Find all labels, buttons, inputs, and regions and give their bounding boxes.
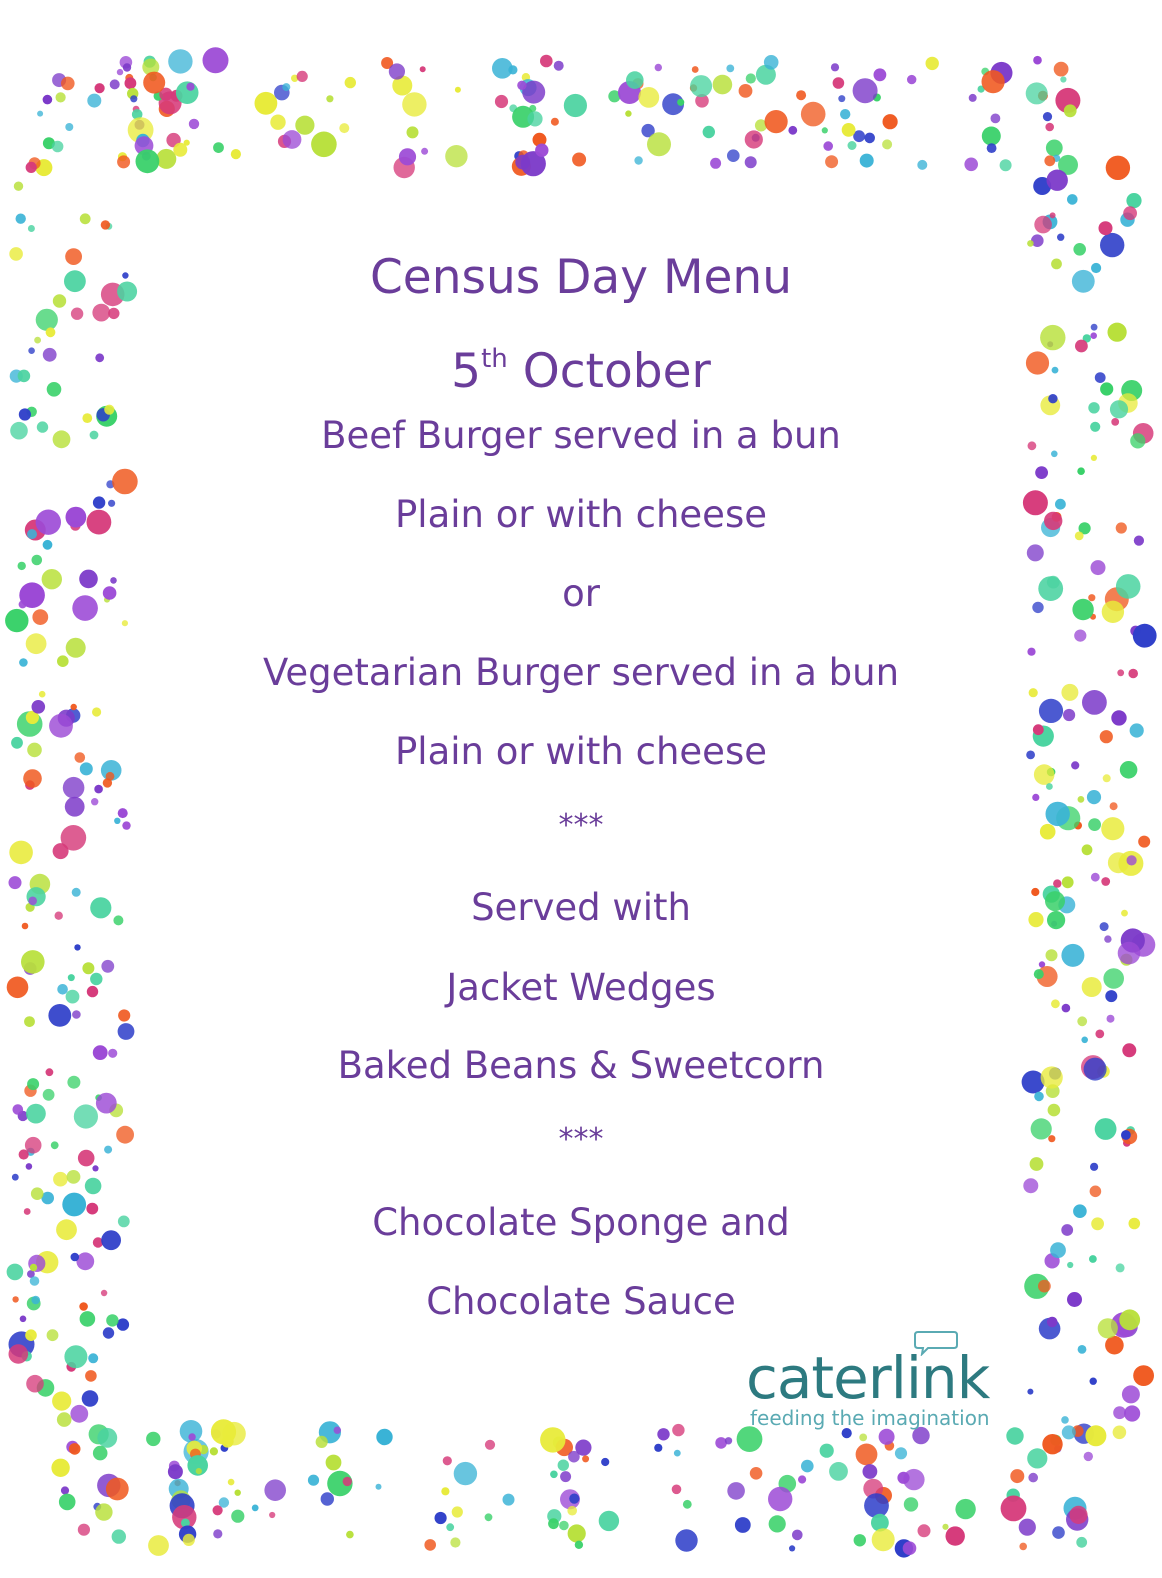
menu-line: Served with [471,886,691,929]
caterlink-logo [746,1330,1006,1440]
date-suffix: th [481,344,508,374]
menu-line: Baked Beans & Sweetcorn [337,1044,825,1087]
menu-title: Census Day Menu [369,250,792,305]
menu-line: or [562,572,600,615]
menu-date [0,344,1162,399]
menu-line: Plain or with cheese [395,493,767,536]
menu-line: Jacket Wedges [446,966,716,1009]
menu-line: Plain or with cheese [395,730,767,773]
menu-line: Beef Burger served in a bun [321,414,841,457]
date-month: October [522,344,711,399]
menu-separator: *** [558,808,604,843]
date-day: 5 [451,344,482,399]
menu-line: Chocolate Sponge and [372,1201,790,1244]
menu-line: Chocolate Sauce [426,1280,736,1323]
menu-separator: *** [558,1122,604,1157]
logo-tagline: feeding the imagination [750,1406,990,1430]
menu-line: Vegetarian Burger served in a bun [262,651,900,694]
logo-wordmark: caterlink [746,1344,990,1412]
